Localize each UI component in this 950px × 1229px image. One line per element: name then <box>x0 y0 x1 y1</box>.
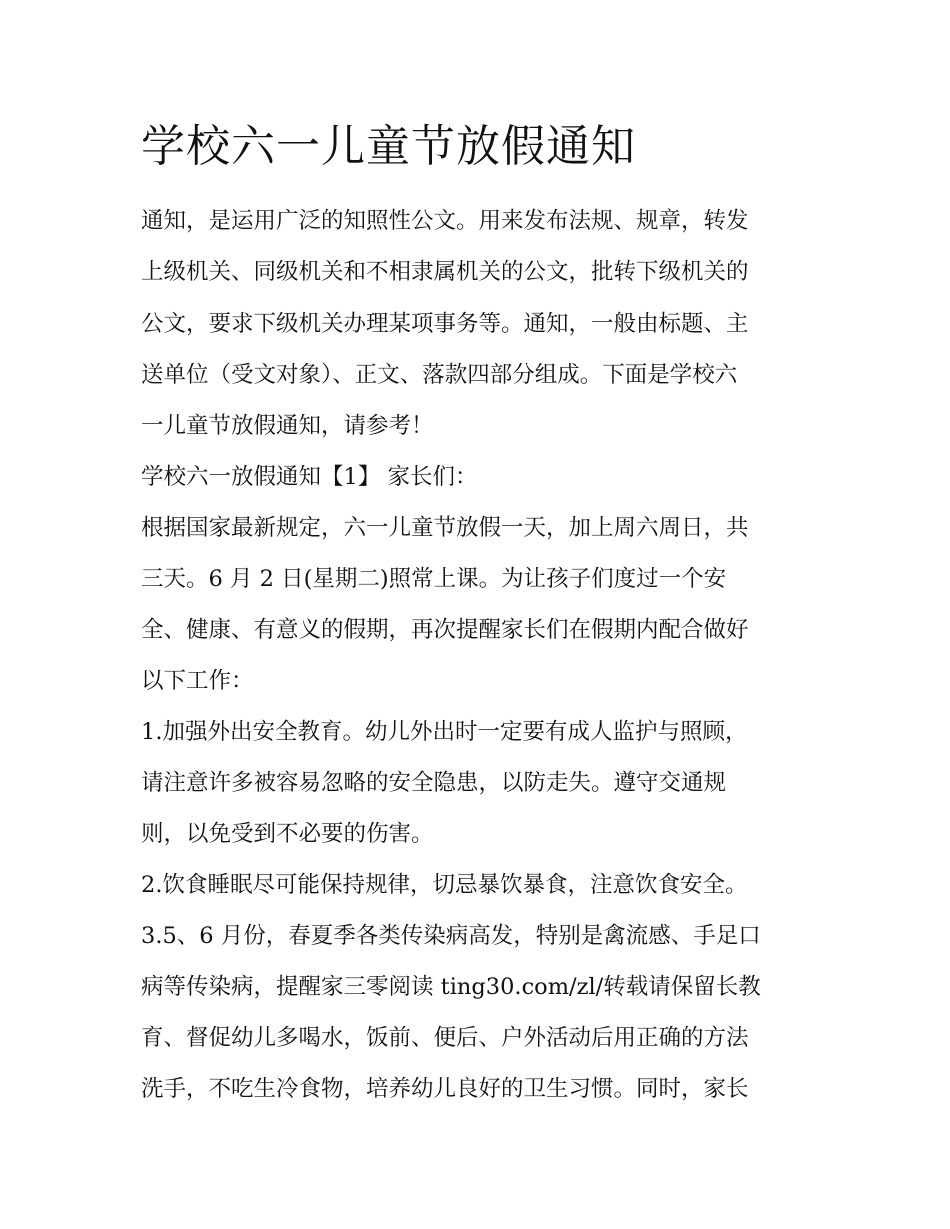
body-line-8: 三天。6 月 2 日(星期二)照常上课。为让孩子们度过一个安 <box>141 566 727 592</box>
list-item-3-line-4: 洗手，不吃生冷食物，培养幼儿良好的卫生习惯。同时，家长 <box>141 1076 749 1102</box>
list-item-3-line-1: 3.5、6 月份，春夏季各类传染病高发，特别是禽流感、手足口 <box>141 923 761 949</box>
section-heading: 学校六一放假通知【1】 家长们： <box>141 464 478 490</box>
body-line-4: 送单位（受文对象）、正文、落款四部分组成。下面是学校六 <box>141 362 738 388</box>
document-title: 学校六一儿童节放假通知 <box>141 121 636 172</box>
body-line-7: 根据国家最新规定，六一儿童节放假一天，加上周六周日，共 <box>141 515 749 541</box>
list-item-1-line-3: 则，以免受到不必要的伤害。 <box>141 821 434 847</box>
list-item-3-line-3: 育、督促幼儿多喝水，饭前、便后、户外活动后用正确的方法 <box>141 1025 749 1051</box>
list-item-2: 2.饮食睡眠尽可能保持规律，切忌暴饮暴食，注意饮食安全。 <box>141 872 748 898</box>
body-line-9: 全、健康、有意义的假期，再次提醒家长们在假期内配合做好 <box>141 617 749 643</box>
body-line-1: 通知，是运用广泛的知照性公文。用来发布法规、规章，转发 <box>141 208 749 234</box>
body-line-3: 公文，要求下级机关办理某项事务等。通知，一般由标题、主 <box>141 311 749 337</box>
body-line-10: 以下工作： <box>141 668 254 694</box>
body-line-5: 一儿童节放假通知，请参考！ <box>141 413 434 439</box>
list-item-3-line-2: 病等传染病，提醒家三零阅读 ting30.com/zl/转载请保留长教 <box>141 974 761 1000</box>
list-item-1-line-1: 1.加强外出安全教育。幼儿外出时一定要有成人监护与照顾， <box>141 719 748 745</box>
body-line-2: 上级机关、同级机关和不相隶属机关的公文，批转下级机关的 <box>141 259 749 285</box>
list-item-1-line-2: 请注意许多被容易忽略的安全隐患，以防走失。遵守交通规 <box>141 770 727 796</box>
